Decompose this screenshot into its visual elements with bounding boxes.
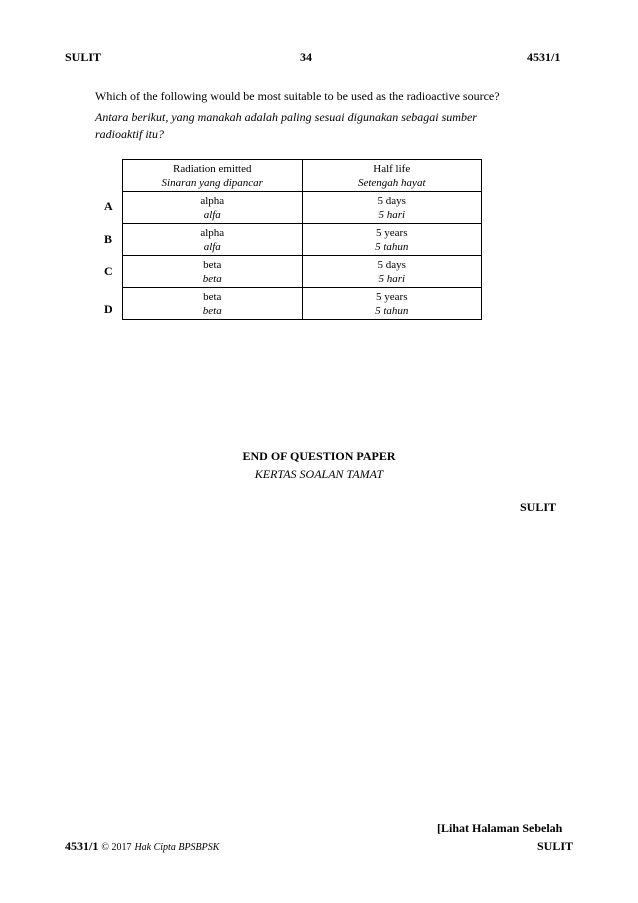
- header-half-life: [302, 160, 482, 192]
- header-left-label: SULIT: [65, 50, 102, 64]
- half-life-cell: [302, 256, 482, 288]
- question-malay-line-1: Antara berikut, yang manakah adalah paling sesuai digunakan sebagai sumber: [95, 110, 477, 124]
- header-radiation-en: Radiation emitted: [172, 162, 252, 175]
- half-life-ms: 5 hari: [378, 272, 406, 285]
- table-row: [123, 224, 482, 256]
- radiation-en: alpha: [200, 194, 225, 207]
- radiation-ms: alfa: [203, 208, 221, 221]
- radiation-cell: [123, 288, 303, 320]
- half-life-cell: [302, 192, 482, 224]
- question-malay-line-2: radioaktif itu?: [95, 127, 164, 141]
- radiation-en: alpha: [200, 226, 225, 239]
- header-radiation-ms: Sinaran yang dipancar: [161, 176, 263, 189]
- header-paper-code: 4531/1: [527, 50, 561, 64]
- half-life-en: 5 days: [377, 194, 406, 207]
- next-page-note: [Lihat Halaman Sebelah: [437, 821, 563, 835]
- footer-sulit-label: SULIT: [537, 839, 574, 853]
- half-life-ms: 5 tahun: [375, 240, 409, 253]
- option-letter-b[interactable]: B: [104, 232, 113, 246]
- radiation-en: beta: [203, 258, 222, 271]
- radiation-cell: [123, 256, 303, 288]
- header-half-life-en: Half life: [373, 162, 411, 175]
- end-of-paper-malay: KERTAS SOALAN TAMAT: [254, 467, 384, 481]
- sulit-label: SULIT: [520, 500, 557, 514]
- footer-left: [65, 839, 219, 854]
- question-english: Which of the following would be most suitable to be used as the radioactive source?: [95, 89, 500, 103]
- radiation-cell: [123, 224, 303, 256]
- option-letter-d[interactable]: D: [104, 302, 113, 316]
- footer-paper-code: 4531/1: [65, 839, 99, 853]
- radiation-en: beta: [203, 290, 222, 303]
- option-letter-a[interactable]: A: [104, 199, 113, 213]
- half-life-ms: 5 tahun: [375, 304, 409, 317]
- footer-copyright: © 2017: [101, 842, 132, 853]
- radiation-cell: [123, 192, 303, 224]
- radiation-ms: alfa: [203, 240, 221, 253]
- page-number: 34: [300, 50, 312, 64]
- header-half-life-ms: Setengah hayat: [357, 176, 426, 189]
- options-table: [122, 159, 482, 320]
- footer-owner: Hak Cipta BPSBPSK: [134, 842, 220, 853]
- half-life-cell: [302, 224, 482, 256]
- radiation-ms: beta: [202, 272, 222, 285]
- option-letter-c[interactable]: C: [104, 264, 113, 278]
- half-life-ms: 5 hari: [378, 208, 406, 221]
- table-header-row: [123, 160, 482, 192]
- end-of-paper-english: END OF QUESTION PAPER: [242, 449, 396, 463]
- header-radiation: [123, 160, 303, 192]
- table-row: [123, 256, 482, 288]
- half-life-en: 5 years: [376, 290, 408, 303]
- half-life-cell: [302, 288, 482, 320]
- table-row: [123, 288, 482, 320]
- table-row: [123, 192, 482, 224]
- radiation-ms: beta: [202, 304, 222, 317]
- half-life-en: 5 years: [376, 226, 408, 239]
- half-life-en: 5 days: [377, 258, 406, 271]
